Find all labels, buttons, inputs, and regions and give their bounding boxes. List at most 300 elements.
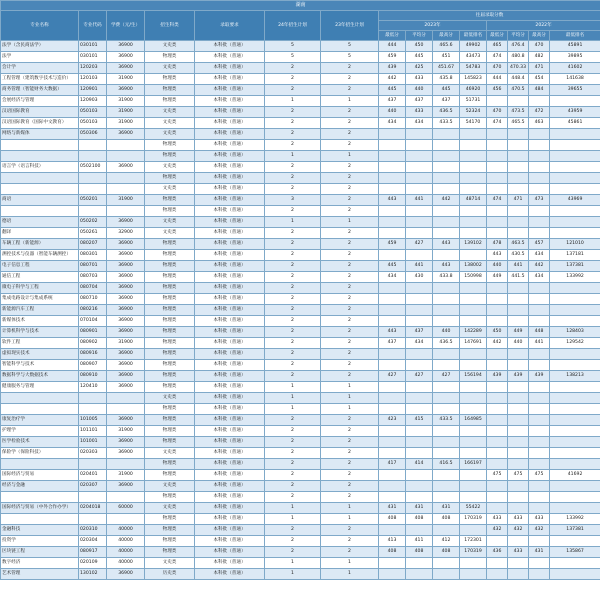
plan-2023-cell: 2	[321, 448, 379, 459]
score-cell	[433, 558, 460, 569]
category-cell: 物理类	[145, 536, 195, 547]
plan-2024-cell: 2	[265, 459, 321, 470]
score-cell: 427	[379, 371, 406, 382]
score-cell	[406, 250, 433, 261]
score-cell	[379, 437, 406, 448]
score-cell	[460, 437, 487, 448]
code-cell: 020109	[79, 558, 107, 569]
plan-2023-cell: 2	[321, 261, 379, 272]
score-cell	[487, 283, 508, 294]
score-cell	[406, 448, 433, 459]
score-cell	[550, 349, 600, 360]
score-cell	[508, 206, 529, 217]
score-cell: 440	[508, 338, 529, 349]
score-cell: 450	[487, 327, 508, 338]
score-cell: 411	[406, 536, 433, 547]
table-title: 湖南	[1, 1, 600, 11]
score-cell	[487, 151, 508, 162]
score-cell: 449	[508, 327, 529, 338]
score-cell: 142289	[460, 327, 487, 338]
score-cell	[379, 382, 406, 393]
fee-cell: 40000	[107, 547, 145, 558]
score-cell: 432	[529, 525, 550, 536]
category-cell: 文史类	[145, 129, 195, 140]
score-cell	[487, 393, 508, 404]
score-cell	[460, 349, 487, 360]
plan-2024-cell: 2	[265, 481, 321, 492]
requirement-cell: 本科批（普通）	[195, 415, 265, 426]
score-cell: 474	[487, 52, 508, 63]
plan-2023-cell: 2	[321, 239, 379, 250]
category-cell: 物理类	[145, 492, 195, 503]
score-cell	[433, 393, 460, 404]
score-cell: 457	[529, 239, 550, 250]
fee-cell: 31900	[107, 470, 145, 481]
score-cell	[487, 404, 508, 415]
table-row	[1, 404, 600, 415]
plan-2024-cell: 2	[265, 184, 321, 195]
requirement-cell: 本科批（普通）	[195, 393, 265, 404]
major-cell	[1, 459, 79, 470]
score-cell	[406, 151, 433, 162]
score-cell	[379, 349, 406, 360]
score-cell: 433.5	[433, 415, 460, 426]
score-cell	[529, 503, 550, 514]
table-row	[1, 481, 600, 492]
score-cell	[460, 162, 487, 173]
plan-2024-cell: 1	[265, 217, 321, 228]
plan-2023-cell: 2	[321, 536, 379, 547]
score-cell: 441	[529, 338, 550, 349]
fee-cell	[107, 151, 145, 162]
category-cell: 历史类	[145, 569, 195, 580]
score-cell	[550, 492, 600, 503]
code-cell: 050103	[79, 118, 107, 129]
fee-cell	[107, 184, 145, 195]
score-cell	[487, 459, 508, 470]
category-cell: 物理类	[145, 85, 195, 96]
score-cell: 431	[529, 547, 550, 558]
category-cell: 物理类	[145, 305, 195, 316]
score-cell	[433, 294, 460, 305]
major-cell: 经济与金融	[1, 481, 79, 492]
score-cell: 39655	[550, 85, 600, 96]
plan-2024-cell: 1	[265, 151, 321, 162]
score-cell	[487, 217, 508, 228]
fee-cell	[107, 393, 145, 404]
score-cell	[529, 294, 550, 305]
score-cell: 441.5	[508, 272, 529, 283]
score-cell	[550, 206, 600, 217]
category-cell: 物理类	[145, 283, 195, 294]
table-row	[1, 107, 600, 118]
table-row	[1, 305, 600, 316]
code-cell	[79, 393, 107, 404]
requirement-cell: 本科批（普通）	[195, 338, 265, 349]
score-cell	[487, 294, 508, 305]
score-cell: 427	[433, 371, 460, 382]
score-cell	[529, 349, 550, 360]
requirement-cell: 本科批（普通）	[195, 52, 265, 63]
score-cell	[406, 525, 433, 536]
score-cell	[433, 305, 460, 316]
requirement-cell: 本科批（普通）	[195, 382, 265, 393]
score-cell	[508, 173, 529, 184]
plan-2023-cell: 2	[321, 195, 379, 206]
requirement-cell: 本科批（普通）	[195, 272, 265, 283]
fee-cell: 31900	[107, 426, 145, 437]
score-cell	[460, 129, 487, 140]
requirement-cell: 本科批（普通）	[195, 404, 265, 415]
fee-cell: 36900	[107, 448, 145, 459]
score-cell: 408	[379, 514, 406, 525]
major-cell	[1, 173, 79, 184]
score-cell	[487, 426, 508, 437]
code-cell: 020307	[79, 481, 107, 492]
score-cell: 442	[487, 338, 508, 349]
category-cell: 文史类	[145, 481, 195, 492]
table-row	[1, 569, 600, 580]
fee-cell: 31900	[107, 338, 145, 349]
plan-2023-cell: 2	[321, 118, 379, 129]
score-cell	[379, 404, 406, 415]
score-cell	[379, 206, 406, 217]
score-cell: 138002	[460, 261, 487, 272]
major-cell: 通信工程	[1, 272, 79, 283]
plan-2023-cell: 2	[321, 85, 379, 96]
score-cell	[487, 558, 508, 569]
score-cell	[460, 569, 487, 580]
major-cell: 汉语国际教育（国际中文教育）	[1, 118, 79, 129]
requirement-cell: 本科批（普通）	[195, 503, 265, 514]
plan-2024-cell: 2	[265, 173, 321, 184]
plan-2023-cell: 2	[321, 228, 379, 239]
score-cell	[508, 294, 529, 305]
score-cell	[460, 481, 487, 492]
score-cell	[508, 217, 529, 228]
fee-cell: 32900	[107, 228, 145, 239]
score-cell	[433, 448, 460, 459]
score-cell	[406, 184, 433, 195]
score-cell	[460, 217, 487, 228]
category-cell: 文史类	[145, 162, 195, 173]
score-cell	[508, 393, 529, 404]
score-cell: 459	[379, 52, 406, 63]
fee-cell: 36900	[107, 481, 145, 492]
score-cell	[460, 283, 487, 294]
plan-2023-cell: 2	[321, 206, 379, 217]
score-cell	[379, 217, 406, 228]
plan-2023-cell: 1	[321, 569, 379, 580]
plan-2024-cell: 2	[265, 525, 321, 536]
requirement-cell: 本科批（普通）	[195, 492, 265, 503]
requirement-cell: 本科批（普通）	[195, 327, 265, 338]
score-cell: 432	[508, 525, 529, 536]
score-cell	[460, 448, 487, 459]
score-cell: 437	[379, 96, 406, 107]
score-cell: 137381	[550, 525, 600, 536]
category-cell: 物理类	[145, 316, 195, 327]
score-cell	[529, 217, 550, 228]
code-cell	[79, 459, 107, 470]
table-row	[1, 294, 600, 305]
requirement-cell: 本科批（普通）	[195, 536, 265, 547]
score-cell: 443	[433, 239, 460, 250]
score-cell	[460, 173, 487, 184]
plan-2023-cell: 2	[321, 371, 379, 382]
score-cell: 448	[529, 327, 550, 338]
score-cell	[550, 448, 600, 459]
requirement-cell: 本科批（普通）	[195, 173, 265, 184]
score-cell	[433, 382, 460, 393]
score-cell	[529, 184, 550, 195]
score-cell	[550, 360, 600, 371]
requirement-cell: 本科批（普通）	[195, 217, 265, 228]
fee-cell: 36900	[107, 316, 145, 327]
score-cell	[508, 184, 529, 195]
score-cell: 443	[379, 327, 406, 338]
code-cell: 050201	[79, 195, 107, 206]
score-cell	[460, 393, 487, 404]
score-cell: 454	[529, 74, 550, 85]
score-cell: 465.6	[433, 41, 460, 52]
table-row	[1, 316, 600, 327]
plan-2023-cell: 2	[321, 437, 379, 448]
table-row	[1, 459, 600, 470]
table-row	[1, 85, 600, 96]
header-year-2022: 2022年	[487, 21, 600, 31]
code-cell: 050103	[79, 107, 107, 118]
score-cell	[460, 228, 487, 239]
table-row	[1, 140, 600, 151]
score-cell	[529, 426, 550, 437]
major-cell: 保险学（保险科技）	[1, 448, 79, 459]
score-cell	[487, 536, 508, 547]
score-cell: 444	[487, 74, 508, 85]
table-row	[1, 525, 600, 536]
plan-2023-cell: 2	[321, 63, 379, 74]
category-cell: 文史类	[145, 184, 195, 195]
score-cell: 442	[529, 261, 550, 272]
header-major: 专业名称	[1, 11, 79, 41]
fee-cell: 60000	[107, 503, 145, 514]
plan-2024-cell: 2	[265, 426, 321, 437]
score-cell: 145823	[460, 74, 487, 85]
plan-2024-cell: 5	[265, 52, 321, 63]
major-cell: 微电子科学与工程	[1, 283, 79, 294]
score-cell	[550, 217, 600, 228]
code-cell	[79, 184, 107, 195]
plan-2024-cell: 2	[265, 349, 321, 360]
requirement-cell: 本科批（普通）	[195, 184, 265, 195]
score-cell	[550, 162, 600, 173]
plan-2024-cell: 1	[265, 558, 321, 569]
requirement-cell: 本科批（普通）	[195, 41, 265, 52]
header-year-2023: 2023年	[379, 21, 487, 31]
table-row	[1, 283, 600, 294]
major-cell: 新媒体技术	[1, 316, 79, 327]
score-cell: 430	[406, 272, 433, 283]
category-cell: 物理类	[145, 52, 195, 63]
category-cell: 物理类	[145, 272, 195, 283]
score-cell: 475	[508, 470, 529, 481]
requirement-cell: 本科批（普通）	[195, 261, 265, 272]
table-row	[1, 382, 600, 393]
code-cell: 080207	[79, 239, 107, 250]
score-cell	[487, 382, 508, 393]
plan-2023-cell: 1	[321, 558, 379, 569]
subheader-cell: 最低分	[379, 31, 406, 41]
table-row	[1, 536, 600, 547]
category-cell: 文史类	[145, 448, 195, 459]
score-cell: 433	[508, 547, 529, 558]
score-cell	[550, 184, 600, 195]
score-cell: 441	[508, 261, 529, 272]
requirement-cell: 本科批（普通）	[195, 481, 265, 492]
score-cell	[433, 206, 460, 217]
score-cell	[460, 151, 487, 162]
score-cell	[433, 140, 460, 151]
plan-2023-cell: 2	[321, 294, 379, 305]
code-cell: 120103	[79, 74, 107, 85]
score-cell	[529, 536, 550, 547]
major-cell	[1, 140, 79, 151]
score-cell	[487, 228, 508, 239]
score-cell: 133992	[550, 514, 600, 525]
category-cell: 文史类	[145, 558, 195, 569]
score-cell	[508, 228, 529, 239]
score-cell	[460, 316, 487, 327]
header-plan-2024: 24年招生计划	[265, 11, 321, 41]
plan-2024-cell: 1	[265, 404, 321, 415]
score-cell	[529, 316, 550, 327]
requirement-cell: 本科批（普通）	[195, 96, 265, 107]
major-cell: 艺术管理	[1, 569, 79, 580]
plan-2024-cell: 2	[265, 448, 321, 459]
header-category: 招生科类	[145, 11, 195, 41]
score-cell	[406, 173, 433, 184]
plan-2024-cell: 2	[265, 140, 321, 151]
table-row	[1, 162, 600, 173]
score-cell: 484	[529, 85, 550, 96]
score-cell	[508, 283, 529, 294]
fee-cell: 36900	[107, 415, 145, 426]
score-cell	[433, 250, 460, 261]
score-cell	[487, 206, 508, 217]
fee-cell: 36900	[107, 294, 145, 305]
score-cell	[529, 437, 550, 448]
fee-cell: 36900	[107, 129, 145, 140]
score-cell	[508, 437, 529, 448]
score-cell	[406, 569, 433, 580]
score-cell	[550, 415, 600, 426]
plan-2024-cell: 2	[265, 371, 321, 382]
plan-2023-cell: 2	[321, 250, 379, 261]
fee-cell: 36900	[107, 327, 145, 338]
score-cell: 414	[406, 459, 433, 470]
fee-cell: 36900	[107, 41, 145, 52]
score-cell: 440	[487, 261, 508, 272]
score-cell: 166197	[460, 459, 487, 470]
plan-2023-cell: 2	[321, 184, 379, 195]
score-cell: 433.8	[433, 272, 460, 283]
plan-2024-cell: 3	[265, 195, 321, 206]
score-cell: 433	[487, 514, 508, 525]
score-cell: 433	[406, 74, 433, 85]
score-cell	[379, 558, 406, 569]
table-row	[1, 96, 600, 107]
score-cell	[529, 360, 550, 371]
score-cell: 417	[379, 459, 406, 470]
plan-2023-cell: 2	[321, 272, 379, 283]
score-cell: 445	[406, 52, 433, 63]
score-cell	[487, 492, 508, 503]
major-cell: 新能源汽车工程	[1, 305, 79, 316]
plan-2023-cell: 2	[321, 140, 379, 151]
plan-2024-cell: 2	[265, 492, 321, 503]
category-cell: 物理类	[145, 459, 195, 470]
table-row	[1, 448, 600, 459]
score-cell	[379, 250, 406, 261]
requirement-cell: 本科批（普通）	[195, 371, 265, 382]
score-cell: 141638	[550, 74, 600, 85]
score-cell	[406, 393, 433, 404]
category-cell: 文史类	[145, 107, 195, 118]
score-cell	[508, 459, 529, 470]
score-cell	[508, 360, 529, 371]
score-cell	[433, 404, 460, 415]
category-cell: 物理类	[145, 547, 195, 558]
score-cell	[529, 151, 550, 162]
score-cell: 434	[379, 118, 406, 129]
plan-2023-cell: 2	[321, 360, 379, 371]
score-cell	[508, 162, 529, 173]
major-cell: 网络与新媒体	[1, 129, 79, 140]
category-cell: 文史类	[145, 41, 195, 52]
score-cell	[487, 569, 508, 580]
score-cell: 41602	[550, 63, 600, 74]
score-cell	[487, 162, 508, 173]
plan-2023-cell: 2	[321, 305, 379, 316]
score-cell: 443	[487, 250, 508, 261]
plan-2023-cell: 5	[321, 52, 379, 63]
score-cell	[487, 503, 508, 514]
category-cell: 物理类	[145, 525, 195, 536]
plan-2024-cell: 2	[265, 63, 321, 74]
score-cell: 450	[406, 41, 433, 52]
score-cell	[433, 481, 460, 492]
major-cell	[1, 514, 79, 525]
category-cell: 物理类	[145, 382, 195, 393]
major-cell: 虚拟现实技术	[1, 349, 79, 360]
fee-cell: 31900	[107, 74, 145, 85]
score-cell	[379, 448, 406, 459]
fee-cell: 36900	[107, 63, 145, 74]
score-cell	[406, 426, 433, 437]
category-cell: 物理类	[145, 426, 195, 437]
category-cell: 文史类	[145, 63, 195, 74]
score-cell: 170319	[460, 547, 487, 558]
score-cell	[508, 404, 529, 415]
score-cell	[550, 437, 600, 448]
plan-2024-cell: 2	[265, 228, 321, 239]
score-cell	[529, 283, 550, 294]
score-cell: 451.67	[433, 63, 460, 74]
score-cell: 471	[529, 63, 550, 74]
score-cell	[550, 426, 600, 437]
score-cell: 129542	[550, 338, 600, 349]
requirement-cell: 本科批（普通）	[195, 162, 265, 173]
